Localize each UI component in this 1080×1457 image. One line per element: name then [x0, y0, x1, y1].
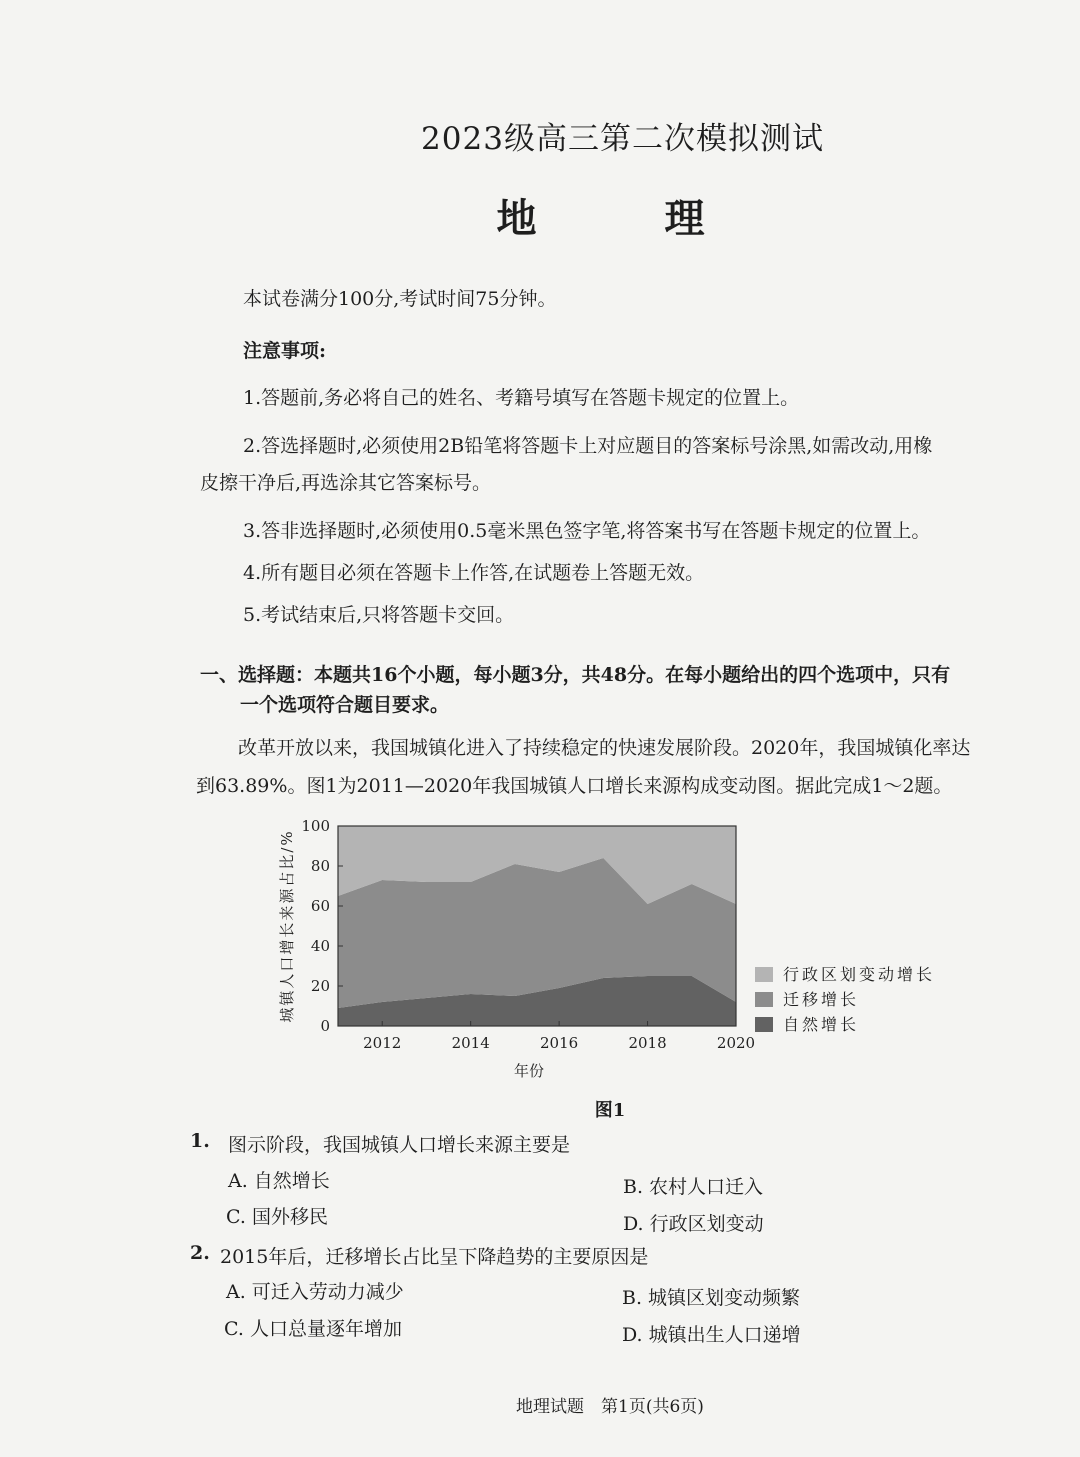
page-footer: 地理试题 第1页(共6页): [516, 1397, 704, 1417]
legend-label: 自然增长: [783, 1015, 860, 1034]
x-tick-label: 2020: [716, 1034, 756, 1052]
option-a: A. 可迁入劳动力减少: [226, 1281, 404, 1303]
x-tick-label: 2012: [363, 1034, 402, 1052]
legend-label: 行政区划变动增长: [783, 965, 936, 984]
legend-label: 迁移增长: [783, 990, 860, 1009]
notice-item: 3.答非选择题时,必须使用0.5毫米黑色签字笔,将答案书写在答题卡规定的位置上。: [243, 520, 931, 542]
y-axis-label: 城镇人口增长来源占比/%: [278, 829, 296, 1023]
passage-text: 到63.89%。图1为2011—2020年我国城镇人口增长来源构成变动图。据此完成1～2题。: [196, 775, 953, 797]
option-b: B. 城镇区划变动频繁: [622, 1287, 801, 1309]
option-b: B. 农村人口迁入: [623, 1176, 764, 1198]
section-heading-cont: 一个选项符合题目要求。: [240, 694, 450, 716]
figure-caption: 图1: [594, 1100, 626, 1121]
notice-item: 4.所有题目必须在答题卡上作答,在试题卷上答题无效。: [243, 562, 705, 584]
notice-item: 1.答题前,务必将自己的姓名、考籍号填写在答题卡规定的位置上。: [243, 387, 800, 409]
passage-text: 改革开放以来，我国城镇化进入了持续稳定的快速发展阶段。2020年，我国城镇化率达: [238, 737, 971, 759]
y-tick-label: 20: [310, 977, 330, 995]
question-stem: 图示阶段，我国城镇人口增长来源主要是: [228, 1134, 571, 1156]
exam-title: 2023级高三第二次模拟测试: [421, 121, 824, 157]
question-stem: 2015年后，迁移增长占比呈下降趋势的主要原因是: [220, 1246, 649, 1268]
legend-item: [755, 1012, 859, 1035]
option-a: A. 自然增长: [228, 1170, 330, 1192]
notice-item: 5.考试结束后,只将答题卡交回。: [243, 604, 515, 626]
option-c: C. 国外移民: [226, 1206, 328, 1228]
legend-swatch: [755, 1017, 773, 1032]
x-tick-label: 2016: [540, 1034, 579, 1052]
notice-item: 2.答选择题时,必须使用2B铅笔将答题卡上对应题目的答案标号涂黑,如需改动,用橡: [243, 435, 933, 457]
x-tick-label: 2018: [628, 1034, 667, 1052]
population-source-area-chart: [270, 808, 760, 1093]
score-line: 本试卷满分100分,考试时间75分钟。: [243, 288, 557, 310]
section-heading: 一、选择题：本题共16个小题，每小题3分，共48分。在每小题给出的四个选项中，只有: [200, 664, 951, 686]
y-tick-label: 80: [310, 857, 330, 875]
legend-item: [755, 987, 859, 1010]
y-tick-label: 60: [310, 897, 330, 915]
subject-title: 地 理: [496, 195, 749, 242]
option-d: D. 行政区划变动: [623, 1213, 764, 1235]
legend-swatch: [755, 992, 773, 1007]
y-tick-label: 40: [310, 937, 330, 955]
notice-heading: 注意事项:: [243, 340, 327, 362]
legend-item: [755, 962, 935, 985]
option-d: D. 城镇出生人口递增: [622, 1324, 801, 1346]
x-axis-label: 年份: [514, 1062, 545, 1080]
question-number: 1.: [190, 1130, 210, 1152]
question-number: 2.: [190, 1242, 210, 1264]
option-c: C. 人口总量逐年增加: [224, 1318, 402, 1340]
y-tick-label: 100: [301, 817, 330, 835]
y-tick-label: 0: [320, 1017, 330, 1035]
x-tick-label: 2014: [451, 1034, 490, 1052]
legend-swatch: [755, 967, 773, 982]
notice-item: 皮擦干净后,再选涂其它答案标号。: [200, 472, 492, 494]
